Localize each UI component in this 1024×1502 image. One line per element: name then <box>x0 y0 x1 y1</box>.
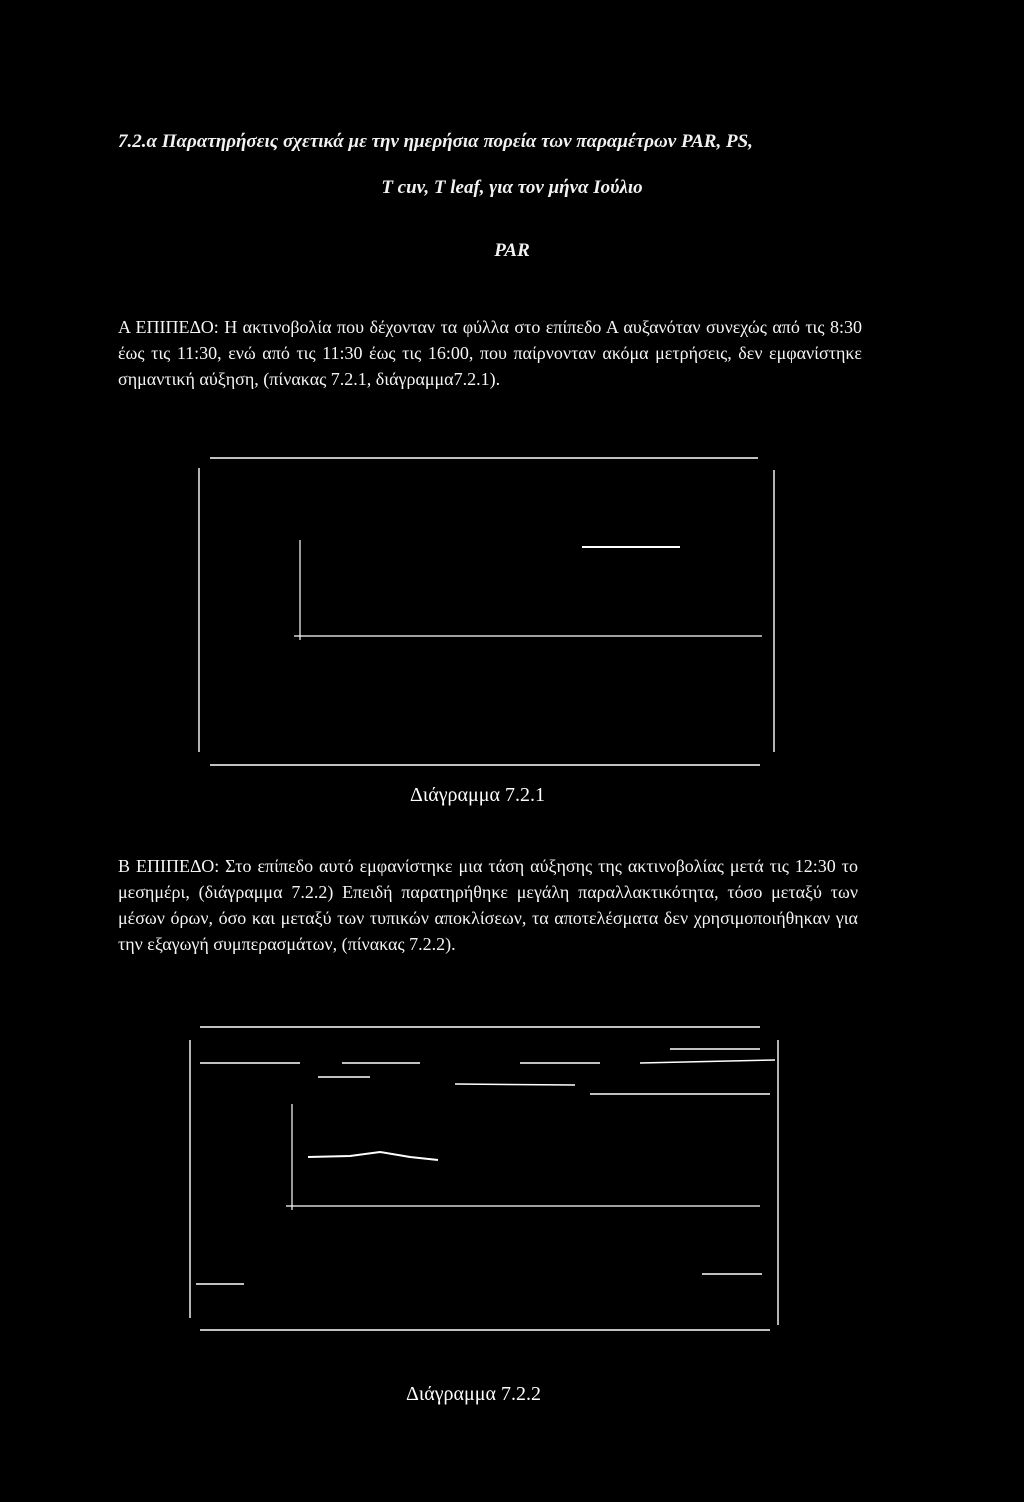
diagram-1-caption: Διάγραμμα 7.2.1 <box>410 784 545 806</box>
diagram-2-plot-axes <box>286 1104 760 1210</box>
diagram-2-legend-line-6 <box>455 1084 575 1085</box>
section-title-line1: 7.2.α Παρατηρήσεις σχετικά με την ημερήσια πορεία των παραμέτρων PAR, PS, <box>118 131 753 152</box>
diagram-2-legend-line-4 <box>640 1060 775 1063</box>
subheading-par: PAR <box>494 240 530 261</box>
section-title-line2: T cuv, T leaf, για τον μήνα Ιούλιο <box>381 177 643 198</box>
diagram-2-bottom-marks <box>196 1274 762 1284</box>
paragraph-level-a: Α ΕΠΙΠΕΔΟ: Η ακτινοβολία που δέχονταν τα φύλλα στο επίπεδο Α αυξανόταν συνεχώς από τις 8:30 έως τις 11:30, ενώ από τις 11:30 έως τις 16:00, που παίρνονταν ακόμα μετρήσεις, δεν εμφανίστηκε σημαντική αύξηση, (πίνακας 7.2.1, διάγραμμα7.2.1). <box>118 317 862 389</box>
paragraph-level-b: Β ΕΠΙΠΕΔΟ: Στο επίπεδο αυτό εμφανίστηκε μια τάση αύξησης της ακτινοβολίας μετά τις 12:30 το μεσημέρι, (διάγραμμα 7.2.2) Επειδή παρατηρήθηκε μεγάλη παραλλακτικότητα, τόσο μεταξύ των μέσων όρων, όσο και μεταξύ των τυπικών αποκλίσεων, τα αποτελέσματα δεν χρησιμοποιήθηκαν για την εξαγωγή συμπερασμάτων, (πίνακας 7.2.2). <box>118 856 858 954</box>
diagram-2-caption: Διάγραμμα 7.2.2 <box>406 1383 541 1405</box>
diagram-2-frame <box>190 1027 778 1330</box>
diagram-2-legend-lines <box>200 1049 775 1094</box>
diagram-2-series <box>308 1152 438 1160</box>
diagram-2-series-line <box>308 1152 438 1160</box>
